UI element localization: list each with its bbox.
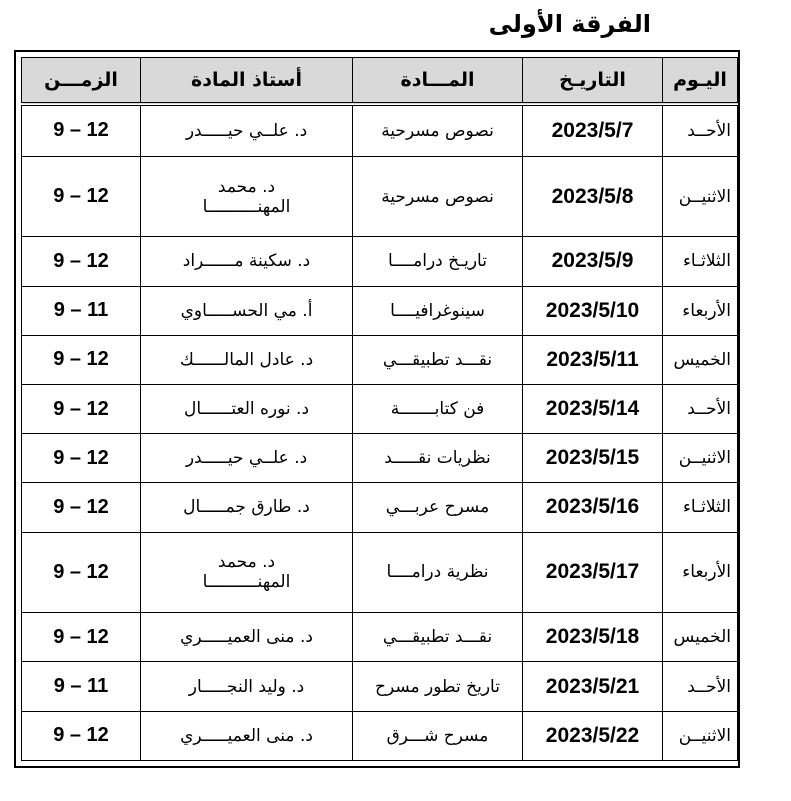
table-row xyxy=(22,483,738,532)
table-row xyxy=(22,384,738,433)
time-cell: 9 – 12 xyxy=(22,613,141,662)
professor-cell xyxy=(141,286,353,335)
table-header-row xyxy=(22,58,738,105)
professor-cell xyxy=(141,662,353,711)
date-cell: 2023/5/22 xyxy=(523,711,663,760)
day-cell: الخميس xyxy=(663,335,738,384)
page-title: الفرقة الأولى xyxy=(488,10,651,38)
date-cell: 2023/5/18 xyxy=(523,613,663,662)
date-cell: 2023/5/21 xyxy=(523,662,663,711)
professor-cell xyxy=(141,156,353,237)
subject-cell: نظريات نقـــــد xyxy=(353,434,523,483)
professor-cell xyxy=(141,711,353,760)
professor-cell xyxy=(141,532,353,613)
date-cell: 2023/5/11 xyxy=(523,335,663,384)
professor-name-line: المهنــــــــــا xyxy=(202,196,291,217)
header-subject: المـــادة xyxy=(353,58,523,105)
header-time: الزمـــن xyxy=(22,58,141,105)
subject-cell: نظرية درامــــا xyxy=(353,532,523,613)
time-cell: 9 – 12 xyxy=(22,711,141,760)
professor-name-line: د. منى العميـــــري xyxy=(180,627,313,648)
professor-name-line: المهنــــــــــا xyxy=(202,572,291,593)
time-cell: 9 – 12 xyxy=(22,434,141,483)
professor-name-line: د. سكينة مــــــراد xyxy=(182,251,311,272)
professor-name-line: د. محمد xyxy=(217,176,276,197)
day-cell: الأربعاء xyxy=(663,532,738,613)
professor-name-line: د. علــي حيـــــدر xyxy=(185,120,308,141)
date-cell: 2023/5/14 xyxy=(523,384,663,433)
subject-cell: نقـــد تطبيقـــي xyxy=(353,613,523,662)
table-row xyxy=(22,532,738,613)
day-cell: الثلاثـاء xyxy=(663,237,738,286)
day-cell: الأحــد xyxy=(663,662,738,711)
professor-name-line: د. منى العميـــــري xyxy=(180,725,313,746)
professor-cell xyxy=(141,483,353,532)
date-cell: 2023/5/16 xyxy=(523,483,663,532)
professor-cell xyxy=(141,104,353,156)
schedule-frame xyxy=(14,50,740,768)
professor-cell xyxy=(141,434,353,483)
time-cell: 9 – 12 xyxy=(22,237,141,286)
table-row xyxy=(22,156,738,237)
subject-cell: سينوغرافيــــا xyxy=(353,286,523,335)
table-body xyxy=(22,104,738,761)
table-row xyxy=(22,237,738,286)
professor-cell xyxy=(141,335,353,384)
time-cell: 9 – 12 xyxy=(22,384,141,433)
subject-cell: مسرح شـــرق xyxy=(353,711,523,760)
table-row xyxy=(22,434,738,483)
professor-cell xyxy=(141,237,353,286)
date-cell: 2023/5/17 xyxy=(523,532,663,613)
table-row xyxy=(22,711,738,760)
time-cell: 9 – 12 xyxy=(22,335,141,384)
day-cell: الاثنيــن xyxy=(663,156,738,237)
day-cell: الأحــد xyxy=(663,104,738,156)
table-row xyxy=(22,613,738,662)
professor-name-line: د. طارق جمـــــال xyxy=(183,497,310,518)
professor-name-line: د. وليد النجـــــار xyxy=(188,676,305,697)
subject-cell: تاريخ تطور مسرح xyxy=(353,662,523,711)
professor-cell xyxy=(141,613,353,662)
professor-name-line: د. محمد xyxy=(217,552,276,573)
time-cell: 9 – 11 xyxy=(22,662,141,711)
date-cell: 2023/5/10 xyxy=(523,286,663,335)
subject-cell: نقـــد تطبيقـــي xyxy=(353,335,523,384)
professor-name-line: د. نوره العتــــــال xyxy=(183,399,310,420)
header-date: التاريـخ xyxy=(523,58,663,105)
date-cell: 2023/5/15 xyxy=(523,434,663,483)
date-cell: 2023/5/9 xyxy=(523,237,663,286)
day-cell: الاثنيــن xyxy=(663,434,738,483)
day-cell: الخميس xyxy=(663,613,738,662)
subject-cell: مسرح عربـــي xyxy=(353,483,523,532)
professor-name-line: د. عادل المالــــــك xyxy=(179,349,314,370)
time-cell: 9 – 12 xyxy=(22,532,141,613)
subject-cell: تاريـخ درامــــا xyxy=(353,237,523,286)
time-cell: 9 – 12 xyxy=(22,483,141,532)
day-cell: الأربعاء xyxy=(663,286,738,335)
table-row xyxy=(22,662,738,711)
day-cell: الاثنيــن xyxy=(663,711,738,760)
subject-cell: فن كتابـــــــة xyxy=(353,384,523,433)
exam-schedule-table xyxy=(21,57,738,761)
subject-cell: نصوص مسرحية xyxy=(353,104,523,156)
header-professor: أستاذ المادة xyxy=(141,58,353,105)
professor-name-line: أ. مي الحســـــاوي xyxy=(180,300,313,321)
day-cell: الثلاثـاء xyxy=(663,483,738,532)
table-row xyxy=(22,286,738,335)
time-cell: 9 – 12 xyxy=(22,156,141,237)
time-cell: 9 – 11 xyxy=(22,286,141,335)
table-row xyxy=(22,104,738,156)
date-cell: 2023/5/8 xyxy=(523,156,663,237)
professor-name-line: د. علــي حيـــــدر xyxy=(185,448,308,469)
day-cell: الأحــد xyxy=(663,384,738,433)
time-cell: 9 – 12 xyxy=(22,104,141,156)
date-cell: 2023/5/7 xyxy=(523,104,663,156)
professor-cell xyxy=(141,384,353,433)
subject-cell: نصوص مسرحية xyxy=(353,156,523,237)
header-day: اليـوم xyxy=(663,58,738,105)
table-row xyxy=(22,335,738,384)
